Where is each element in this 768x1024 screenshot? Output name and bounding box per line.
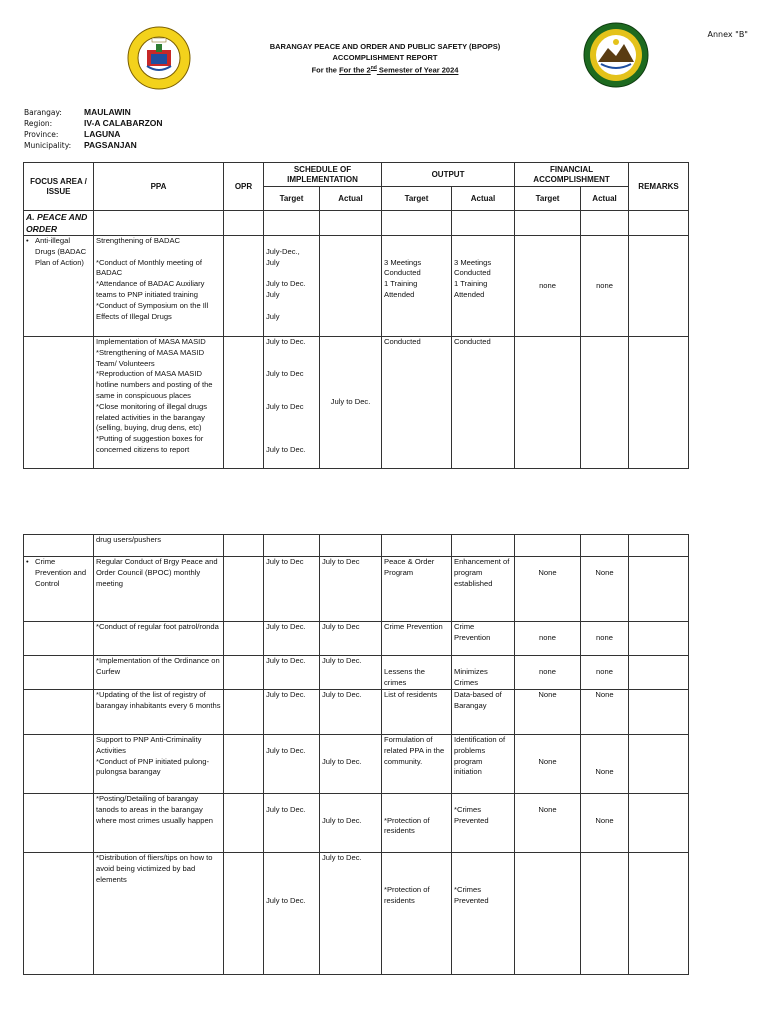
table-row	[24, 337, 689, 469]
financial-target-cell	[515, 337, 581, 469]
schedule-target-cell: July to Dec.	[264, 735, 320, 794]
schedule-actual-cell: July to Dec.	[320, 337, 382, 469]
ppa-cell: *Implementation of the Ordinance on Curfew	[94, 656, 224, 690]
financial-target-cell: none	[515, 622, 581, 656]
opr-cell	[224, 735, 264, 794]
remarks-cell	[629, 656, 689, 690]
opr-cell	[224, 236, 264, 337]
financial-actual-cell	[581, 853, 629, 975]
table-row	[24, 236, 689, 337]
schedule-actual-cell: July to Dec.	[320, 656, 382, 690]
financial-actual-cell	[581, 535, 629, 557]
remarks-cell	[629, 735, 689, 794]
header-output-target: Target	[382, 187, 452, 211]
output-target-cell	[382, 535, 452, 557]
output-actual-cell: 3 Meetings Conducted 1 Training Attended	[452, 236, 515, 337]
table-row	[24, 794, 689, 853]
schedule-actual-cell: July to Dec.	[320, 735, 382, 794]
schedule-actual-cell: July to Dec.	[320, 690, 382, 735]
header-remarks: REMARKS	[629, 163, 689, 211]
table-row	[24, 535, 689, 557]
focus-cell	[24, 656, 94, 690]
municipal-seal-logo	[127, 26, 191, 90]
remarks-cell	[629, 557, 689, 622]
financial-actual-cell	[581, 337, 629, 469]
region-value: IV-A CALABARZON	[84, 118, 163, 128]
financial-target-cell	[515, 535, 581, 557]
output-actual-cell: Data-based of Barangay	[452, 690, 515, 735]
bullet-icon: •	[26, 557, 29, 566]
opr-cell	[224, 853, 264, 975]
financial-actual-cell: none	[581, 236, 629, 337]
focus-cell	[24, 690, 94, 735]
focus-text: Crime Prevention and Control	[35, 557, 87, 588]
remarks-cell	[629, 535, 689, 557]
output-actual-cell: *Crimes Prevented	[452, 794, 515, 853]
accomplishment-table-page2	[23, 534, 689, 975]
schedule-target-cell: July to Dec.	[264, 622, 320, 656]
focus-cell	[24, 735, 94, 794]
ppa-cell: Support to PNP Anti-Criminality Activities *Conduct of PNP initiated pulong-pulongsa barangay	[94, 735, 224, 794]
output-actual-cell: Conducted	[452, 337, 515, 469]
output-actual-cell	[452, 535, 515, 557]
schedule-actual-cell: July to Dec.	[320, 794, 382, 853]
schedule-actual-cell: July to Dec	[320, 557, 382, 622]
schedule-actual-cell	[320, 236, 382, 337]
ppa-cell: drug users/pushers	[94, 535, 224, 557]
report-period: For the For the 2nd Semester of Year 2024	[311, 65, 459, 75]
output-target-cell: Lessens the crimes	[382, 656, 452, 690]
report-title-line2: ACCOMPLISHMENT REPORT	[332, 53, 438, 62]
focus-cell	[24, 794, 94, 853]
output-actual-cell: Minimizes Crimes	[452, 656, 515, 690]
municipality-value: PAGSANJAN	[84, 140, 137, 150]
bullet-icon: •	[26, 236, 29, 245]
focus-cell	[24, 622, 94, 656]
ppa-cell: *Posting/Detailing of barangay tanods to areas in the barangay where most crimes usually happen	[94, 794, 224, 853]
output-actual-cell: Crime Prevention	[452, 622, 515, 656]
output-actual-cell: *Crimes Prevented	[452, 853, 515, 975]
report-title-line1: BARANGAY PEACE AND ORDER AND PUBLIC SAFETY (BPOPS)	[269, 42, 501, 51]
opr-cell	[224, 557, 264, 622]
remarks-cell	[629, 853, 689, 975]
header-ppa: PPA	[94, 163, 224, 211]
ppa-cell: Strengthening of BADAC *Conduct of Monthly meeting of BADAC *Attendance of BADAC Auxiliary teams to PNP initiated training *Conduct of Symposium on the Ill Effects of Illegal Drugs	[94, 236, 224, 337]
schedule-target-cell: July to Dec.	[264, 853, 320, 975]
output-target-cell: *Protection of residents	[382, 794, 452, 853]
focus-cell	[24, 853, 94, 975]
financial-target-cell	[515, 853, 581, 975]
financial-actual-cell: None	[581, 690, 629, 735]
remarks-cell	[629, 337, 689, 469]
focus-cell	[24, 535, 94, 557]
ppa-cell: *Updating of the list of registry of barangay inhabitants every 6 months	[94, 690, 224, 735]
ppa-cell: Regular Conduct of Brgy Peace and Order Council (BPOC) monthly meeting	[94, 557, 224, 622]
schedule-actual-cell	[320, 535, 382, 557]
output-actual-cell: Enhancement of program established	[452, 557, 515, 622]
output-target-cell: Peace & Order Program	[382, 557, 452, 622]
table-row	[24, 690, 689, 735]
period-b: Semester of Year 2024	[376, 65, 459, 75]
focus-cell	[24, 557, 94, 622]
header-output-actual: Actual	[452, 187, 515, 211]
header-sched-target: Target	[264, 187, 320, 211]
schedule-target-cell	[264, 535, 320, 557]
output-actual-cell: Identification of problems program initiation	[452, 735, 515, 794]
financial-target-cell: none	[515, 656, 581, 690]
schedule-actual-cell: July to Dec	[320, 622, 382, 656]
header-fin-target: Target	[515, 187, 581, 211]
barangay-label: Barangay:	[24, 108, 62, 117]
output-target-cell: 3 Meetings Conducted 1 Training Attended	[382, 236, 452, 337]
financial-target-cell: None	[515, 557, 581, 622]
schedule-target-cell: July to Dec.	[264, 690, 320, 735]
province-label: Province:	[24, 130, 59, 139]
header-financial: FINANCIAL ACCOMPLISHMENT	[515, 163, 629, 187]
output-target-cell: Crime Prevention	[382, 622, 452, 656]
schedule-target-cell: July to Dec	[264, 557, 320, 622]
table-row	[24, 853, 689, 975]
output-target-cell: Conducted	[382, 337, 452, 469]
focus-text: Anti-illegal Drugs (BADAC Plan of Action)	[35, 236, 87, 267]
section-heading: A. PEACE AND ORDER	[24, 211, 94, 236]
table-row	[24, 735, 689, 794]
financial-target-cell: None	[515, 794, 581, 853]
opr-cell	[224, 622, 264, 656]
opr-cell	[224, 794, 264, 853]
location-info	[24, 107, 163, 151]
financial-actual-cell: None	[581, 735, 629, 794]
table-row	[24, 656, 689, 690]
remarks-cell	[629, 622, 689, 656]
header-sched-actual: Actual	[320, 187, 382, 211]
financial-actual-cell: none	[581, 656, 629, 690]
focus-cell	[24, 236, 94, 337]
opr-cell	[224, 656, 264, 690]
header-fin-actual: Actual	[581, 187, 629, 211]
financial-actual-cell: none	[581, 622, 629, 656]
table-row	[24, 622, 689, 656]
schedule-actual-cell: July to Dec.	[320, 853, 382, 975]
financial-actual-cell: None	[581, 794, 629, 853]
output-target-cell: List of residents	[382, 690, 452, 735]
financial-target-cell: None	[515, 690, 581, 735]
municipality-label: Municipality:	[24, 141, 72, 150]
header-opr: OPR	[224, 163, 264, 211]
remarks-cell	[629, 690, 689, 735]
output-target-cell: *Protection of residents	[382, 853, 452, 975]
period-a: For the 2	[339, 65, 371, 75]
ppa-cell: *Conduct of regular foot patrol/ronda	[94, 622, 224, 656]
schedule-target-cell: July to Dec.	[264, 794, 320, 853]
header-focus-area: FOCUS AREA / ISSUE	[24, 163, 94, 211]
opr-cell	[224, 337, 264, 469]
focus-cell	[24, 337, 94, 469]
province-value: LAGUNA	[84, 129, 121, 139]
report-title	[240, 41, 530, 76]
opr-cell	[224, 690, 264, 735]
remarks-cell	[629, 236, 689, 337]
remarks-cell	[629, 794, 689, 853]
ppa-cell: Implementation of MASA MASID *Strengthening of MASA MASID Team/ Volunteers *Reproduction of MASA MASID hotline numbers and posting of the same in conspicuous places *Close monitoring of illegal drugs related activities in the barangay (selling, buying, drug dens, etc) *Putting of suggestion boxes for concerned citizens to report	[94, 337, 224, 469]
period-sup: nd	[370, 65, 377, 71]
header-output: OUTPUT	[382, 163, 515, 187]
region-label: Region:	[24, 119, 53, 128]
accomplishment-table-page1	[23, 162, 689, 469]
financial-target-cell: None	[515, 735, 581, 794]
schedule-target-cell: July to Dec.	[264, 656, 320, 690]
annex-label: Annex "B"	[707, 30, 748, 39]
header-schedule: SCHEDULE OF IMPLEMENTATION	[264, 163, 382, 187]
table-row	[24, 557, 689, 622]
opr-cell	[224, 535, 264, 557]
barangay-value: MAULAWIN	[84, 107, 131, 117]
schedule-target-cell: July-Dec., July July to Dec. July July	[264, 236, 320, 337]
schedule-target-cell: July to Dec. July to Dec July to Dec July to Dec.	[264, 337, 320, 469]
output-target-cell: Formulation of related PPA in the community.	[382, 735, 452, 794]
financial-target-cell: none	[515, 236, 581, 337]
barangay-seal-logo	[583, 22, 649, 88]
financial-actual-cell: None	[581, 557, 629, 622]
ppa-cell: *Distribution of fliers/tips on how to avoid being victimized by bad elements	[94, 853, 224, 975]
